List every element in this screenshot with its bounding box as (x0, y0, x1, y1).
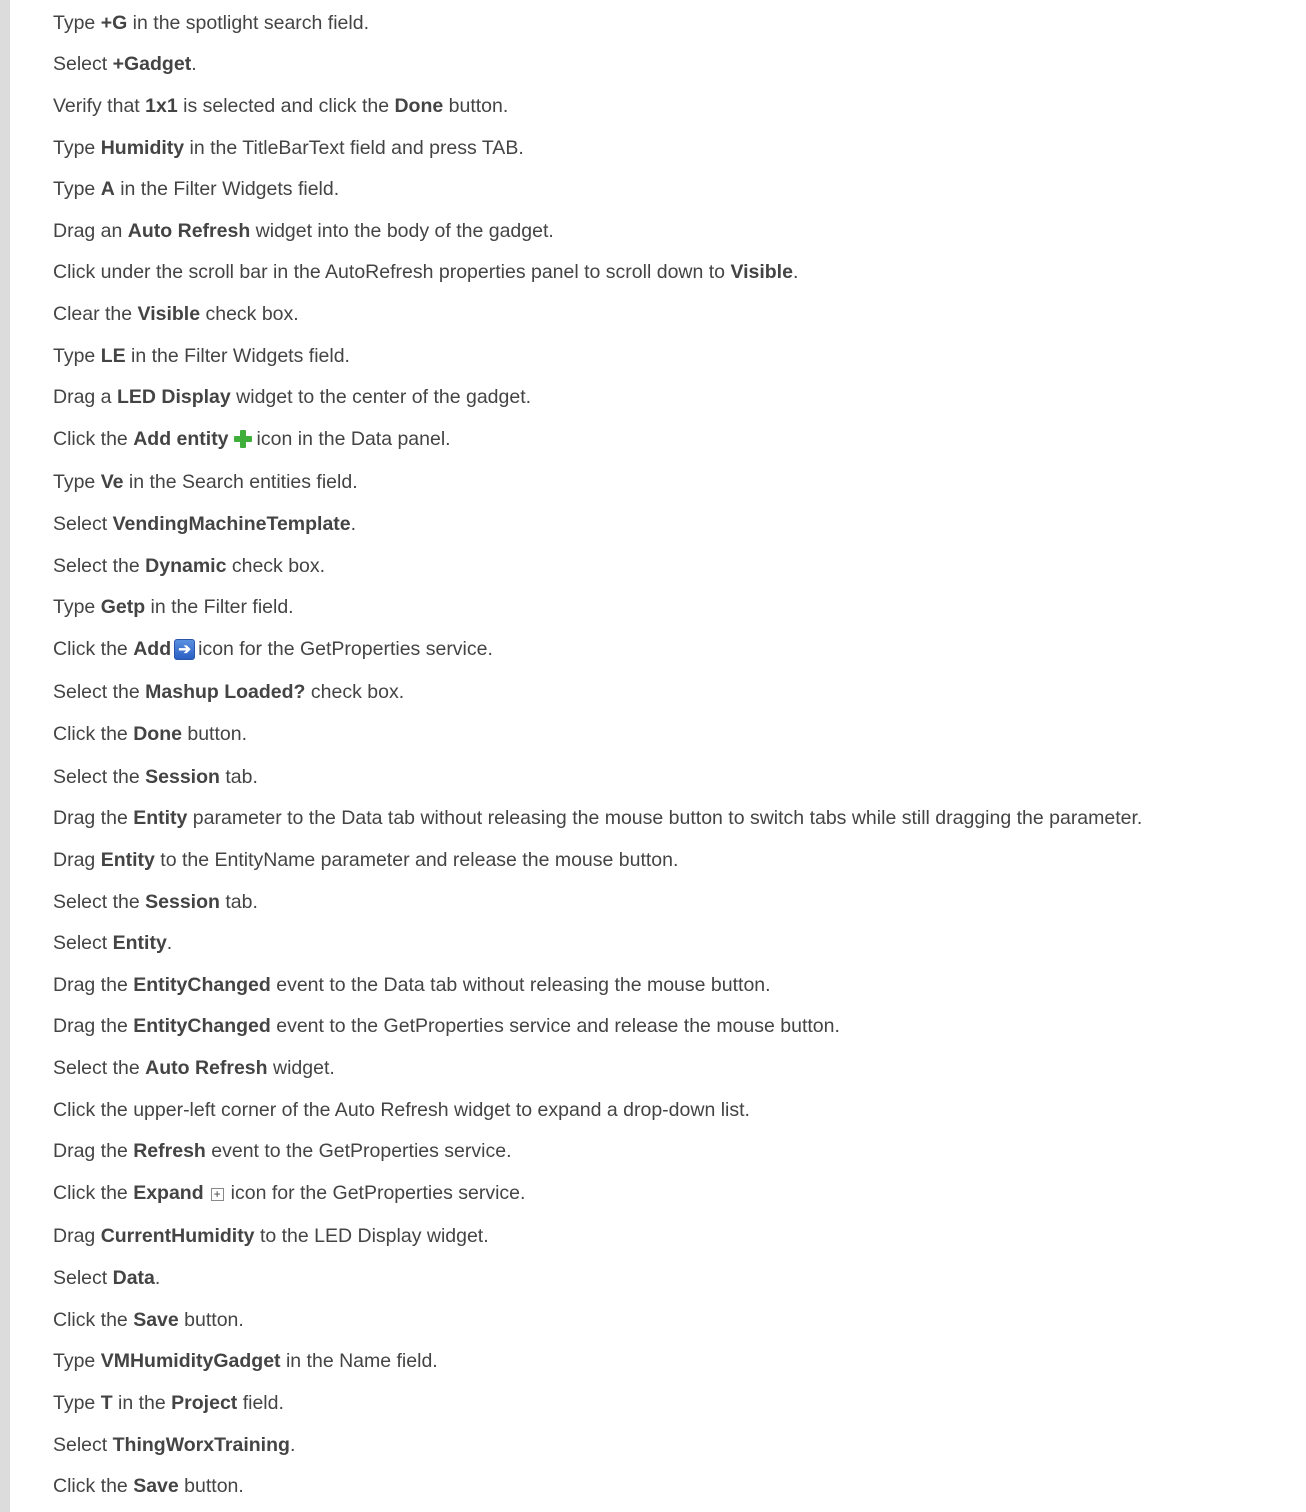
step-text (53, 1346, 438, 1376)
bold-term: LE (100, 345, 126, 367)
step-text-segment: icon for the GetProperties service. (198, 638, 493, 660)
step-text-segment: Click under the scroll bar in the AutoRefresh properties panel to scroll down to (53, 261, 731, 283)
bold-term: Done (133, 723, 182, 745)
bold-term: 1x1 (145, 95, 178, 117)
step-text (53, 1263, 160, 1293)
step-text-segment: Select the (53, 681, 146, 703)
bold-term: Save (133, 1475, 179, 1497)
step-text (53, 887, 258, 917)
step-text (53, 1430, 295, 1460)
step-text-segment: Click the upper-left corner of the Auto Refresh widget to expand a drop-down list. (53, 1099, 750, 1121)
step-text (53, 803, 1142, 833)
step-text-segment: button. (443, 95, 509, 117)
step-text-segment: Type (53, 596, 101, 618)
expand-icon: + (211, 1188, 224, 1201)
step-text-segment: Type (53, 345, 101, 367)
step-text-segment: Click the (53, 723, 134, 745)
bold-term: Session (145, 766, 220, 788)
step-text (53, 634, 493, 664)
bold-term: Project (171, 1392, 238, 1414)
step-text-segment: Clear the (53, 303, 138, 325)
bold-term: Visible (137, 303, 201, 325)
bold-term: Entity (133, 807, 188, 829)
step-text-segment: Type (53, 12, 101, 34)
step-text (53, 845, 678, 875)
left-border (0, 0, 10, 1512)
step-text-segment: . (792, 261, 799, 283)
step-text-segment: Type (53, 1350, 101, 1372)
step-text-segment: Drag the (53, 807, 134, 829)
step-text (53, 49, 197, 79)
step-text (53, 174, 339, 204)
bold-term: EntityChanged (133, 1015, 271, 1037)
bold-term: Add (133, 638, 172, 660)
step-text-segment: Drag (53, 849, 101, 871)
step-text-segment: Click the (53, 638, 134, 660)
step-text-segment: . (154, 1267, 161, 1289)
step-text-segment: event to the Data tab without releasing the mouse button. (270, 974, 771, 996)
step-text-segment: icon for the GetProperties service. (230, 1182, 526, 1204)
step-text-segment: button. (181, 723, 248, 745)
step-text-segment: Select (53, 513, 113, 535)
bold-term: T (100, 1392, 113, 1414)
step-text (53, 1388, 284, 1418)
step-text-segment: Select (53, 1267, 113, 1289)
step-text-segment: Click the (53, 1182, 134, 1204)
step-text (53, 1011, 840, 1041)
step-text-segment: Drag a (53, 386, 117, 408)
step-text-segment: Select the (53, 766, 146, 788)
step-text-segment: Type (53, 137, 101, 159)
step-text-segment: Click the (53, 1475, 134, 1497)
step-text-segment: in the Name field. (280, 1350, 438, 1372)
plus-icon (232, 428, 254, 450)
step-text-segment: in the (112, 1392, 172, 1414)
step-text-segment: Select (53, 932, 113, 954)
bold-term: Ve (100, 471, 124, 493)
step-text-segment: parameter to the Data tab without releasing the mouse button to switch tabs while still dragging the parameter. (187, 807, 1143, 829)
step-text-segment: . (166, 932, 173, 954)
step-text-segment: Drag an (53, 220, 128, 242)
step-text-segment: in the Filter field. (145, 596, 294, 618)
step-text-segment: . (191, 53, 197, 75)
step-text (53, 677, 404, 707)
step-text-segment: button. (178, 1475, 244, 1497)
bold-term: Dynamic (145, 555, 227, 577)
step-text (53, 1053, 335, 1083)
step-text-segment: in the Filter Widgets field. (125, 345, 350, 367)
step-text-segment: . (350, 513, 357, 535)
step-text-segment: Select the (53, 1057, 146, 1079)
step-text-segment: Click the (53, 428, 134, 450)
bold-term: Entity (112, 932, 167, 954)
step-text-segment: in the Search entities field. (123, 471, 358, 493)
step-text (53, 216, 554, 246)
step-text (53, 1305, 244, 1335)
step-text-segment: Select the (53, 891, 146, 913)
arrow-right-icon: ➔ (174, 639, 195, 660)
step-text-segment: check box. (226, 555, 326, 577)
bold-term: A (100, 178, 115, 200)
step-text-segment: Drag (53, 1225, 101, 1247)
step-text-segment: Type (53, 1392, 101, 1414)
step-text-segment: widget. (267, 1057, 335, 1079)
step-text-segment: Type (53, 178, 101, 200)
bold-term: Auto Refresh (127, 220, 251, 242)
step-text (53, 1178, 525, 1208)
bold-term: Visible (730, 261, 793, 283)
step-text (53, 8, 369, 38)
step-text-segment: in the spotlight search field. (127, 12, 369, 34)
bold-term: Session (145, 891, 220, 913)
step-text-segment: Type (53, 471, 101, 493)
step-text (53, 467, 358, 497)
step-text-segment: is selected and click the (177, 95, 395, 117)
step-text-segment: icon in the Data panel. (256, 428, 451, 450)
step-text-segment: event to the GetProperties service and release the mouse button. (270, 1015, 840, 1037)
step-text-segment: widget into the body of the gadget. (250, 220, 554, 242)
step-text (53, 928, 172, 958)
step-text-segment: field. (237, 1392, 284, 1414)
step-text-segment: widget to the center of the gadget. (230, 386, 532, 408)
step-text-segment: Select the (53, 555, 146, 577)
step-text (53, 719, 247, 749)
bold-term: Refresh (133, 1140, 206, 1162)
step-text-segment: Select (53, 53, 113, 75)
step-text-segment: . (289, 1434, 296, 1456)
step-text-segment: in the Filter Widgets field. (114, 178, 340, 200)
step-text-segment: event to the GetProperties service. (205, 1140, 512, 1162)
bold-term: Entity (100, 849, 155, 871)
step-text (53, 1095, 750, 1125)
bold-term: Auto Refresh (145, 1057, 268, 1079)
step-text (53, 133, 524, 163)
step-text-segment: Drag the (53, 974, 134, 996)
step-text (53, 382, 531, 412)
step-text (53, 551, 325, 581)
step-text (53, 91, 508, 121)
step-text (53, 299, 299, 329)
bold-term: EntityChanged (133, 974, 271, 996)
step-text-segment: tab. (219, 891, 258, 913)
step-text-segment: check box. (305, 681, 405, 703)
step-text (53, 592, 294, 622)
bold-term: LED Display (116, 386, 231, 408)
step-text-segment: Select (53, 1434, 113, 1456)
step-text-segment: Verify that (53, 95, 146, 117)
step-text-segment: check box. (200, 303, 299, 325)
step-text-segment: Click the (53, 1309, 134, 1331)
step-text-segment: Drag the (53, 1015, 134, 1037)
step-text (53, 762, 258, 792)
bold-term: Save (133, 1309, 179, 1331)
bold-term: Humidity (100, 137, 185, 159)
step-text (53, 341, 350, 371)
step-text (53, 1471, 244, 1501)
bold-term: Done (394, 95, 444, 117)
bold-term: Getp (100, 596, 146, 618)
step-text-segment: button. (178, 1309, 244, 1331)
step-text (53, 970, 771, 1000)
bold-term: CurrentHumidity (100, 1225, 255, 1247)
bold-term: Expand (133, 1182, 204, 1204)
step-text (53, 509, 356, 539)
step-text (53, 257, 798, 287)
step-text (53, 1136, 512, 1166)
step-text-segment: to the LED Display widget. (254, 1225, 489, 1247)
bold-term: +G (100, 12, 128, 34)
bold-term: VendingMachineTemplate (112, 513, 351, 535)
bold-term: +Gadget (112, 53, 192, 75)
bold-term: ThingWorxTraining (112, 1434, 290, 1456)
bold-term: Add entity (133, 428, 229, 450)
step-text-segment: to the EntityName parameter and release the mouse button. (154, 849, 679, 871)
bold-term: Mashup Loaded? (145, 681, 306, 703)
step-text-segment: in the TitleBarText field and press TAB. (184, 137, 524, 159)
step-text (53, 1221, 489, 1251)
step-text-segment: Drag the (53, 1140, 134, 1162)
bold-term: Data (112, 1267, 155, 1289)
step-text-segment: tab. (219, 766, 258, 788)
step-text (53, 424, 451, 454)
bold-term: VMHumidityGadget (100, 1350, 281, 1372)
